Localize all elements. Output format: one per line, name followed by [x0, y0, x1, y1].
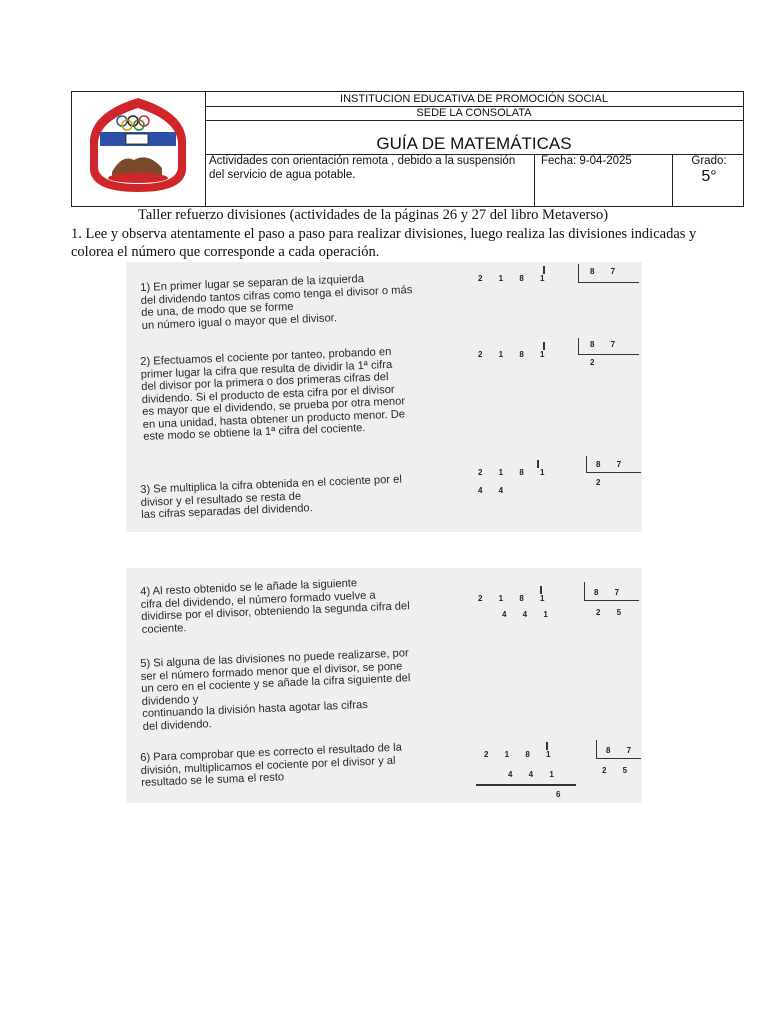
date-field: Fecha: 9-04-2025 [534, 154, 672, 206]
step-6-divisor: 8 7 [606, 746, 639, 755]
step-4-mark [540, 586, 542, 594]
step-6-product: 4 4 1 [508, 770, 561, 779]
step-3-dividend: 2 1 8 1 [478, 468, 552, 477]
step-6-cociente: 2 5 [602, 766, 635, 775]
step-4-cociente: 2 5 [596, 608, 629, 617]
sede-name: SEDE LA CONSOLATA [205, 106, 743, 121]
step-2-mark [543, 342, 545, 350]
step-6-mark [546, 742, 548, 750]
grade-label: Grado: [691, 155, 727, 167]
step-5-text: 5) Si alguna de las divisiones no puede realizarse, por ser el número formado menor que el divisor, se pone un cero en el cociente y se añade la cifra siguiente del dividendo y continuando la división hasta agotar las cifras del dividendo. [140, 647, 411, 733]
step-6-dividend: 2 1 8 1 [484, 750, 558, 759]
step-2-dividend: 2 1 8 1 [478, 350, 552, 359]
grade-value: 5° [701, 168, 717, 185]
header-table [71, 91, 744, 207]
step-4-text: 4) Al resto obtenido se le añade la siguiente cifra del dividendo, el número formado vuelve a dividirse por el divisor, obteniendo la segunda cifra del cociente. [140, 577, 410, 636]
step-1-divisor: 8 7 [590, 267, 623, 276]
step-2-text: 2) Efectuamos el cociente por tanteo, probando en primer lugar la cifra que resulta de dividir la 1ª cifra del divisor por la primera o dos primeras cifras del dividendo. Si el producto de esta cifra por el divisor es mayor que el dividendo, se prueba por otra menor en una unidad, hasta obtener un producto menor. De este modo se obtiene la 1ª cifra del cociente. [140, 345, 406, 443]
step-3-cociente: 2 [596, 478, 608, 487]
step-6-subtraction-line [476, 784, 576, 786]
step-4-product: 4 4 1 [502, 610, 555, 619]
school-logo [72, 92, 206, 206]
activities-note: Actividades con orientación remota , debido a la suspensión del servicio de agua potable. [209, 155, 516, 181]
institution-name: INSTITUCION EDUCATIVA DE PROMOCIÓN SOCIAL [205, 92, 743, 107]
taller-title: Taller refuerzo divisiones (actividades de la páginas 26 y 27 del libro Metaverso) [138, 207, 609, 223]
step-6-text: 6) Para comprobar que es correcto el resultado de la división, multiplicamos el cociente por el divisor y al resultado se le suma el resto [140, 741, 403, 789]
step-4-divisor: 8 7 [594, 588, 627, 597]
step-2-divisor: 8 7 [590, 340, 623, 349]
step-3-product: 4 4 [478, 486, 511, 495]
scan-block-2 [126, 568, 642, 803]
step-4-dividend: 2 1 8 1 [478, 594, 552, 603]
step-1-mark [543, 266, 545, 274]
step-1-text: 1) En primer lugar se separan de la izquierda del dividendo tantos cifras como tenga el divisor o más de una, de modo que se forme un número igual o mayor que el divisor. [140, 273, 413, 332]
step-3-divisor: 8 7 [596, 460, 629, 469]
page-title: GUÍA DE MATEMÁTICAS [205, 120, 743, 155]
step-1-dividend: 2 1 8 1 [478, 274, 552, 283]
step-3-mark [537, 460, 539, 468]
instruction-text: 1. Lee y observa atentamente el paso a paso para realizar divisiones, luego realiza las divisiones indicadas y colorea el número que corresponde a cada operación. [71, 226, 697, 260]
step-2-cociente: 2 [590, 358, 602, 367]
step-6-resto: 6 [556, 790, 568, 799]
grade-field [672, 154, 745, 206]
step-3-text: 3) Se multiplica la cifra obtenida en el cociente por el divisor y el resultado se resta de las cifras separadas del dividendo. [140, 473, 403, 521]
scan-block-1 [126, 262, 642, 532]
